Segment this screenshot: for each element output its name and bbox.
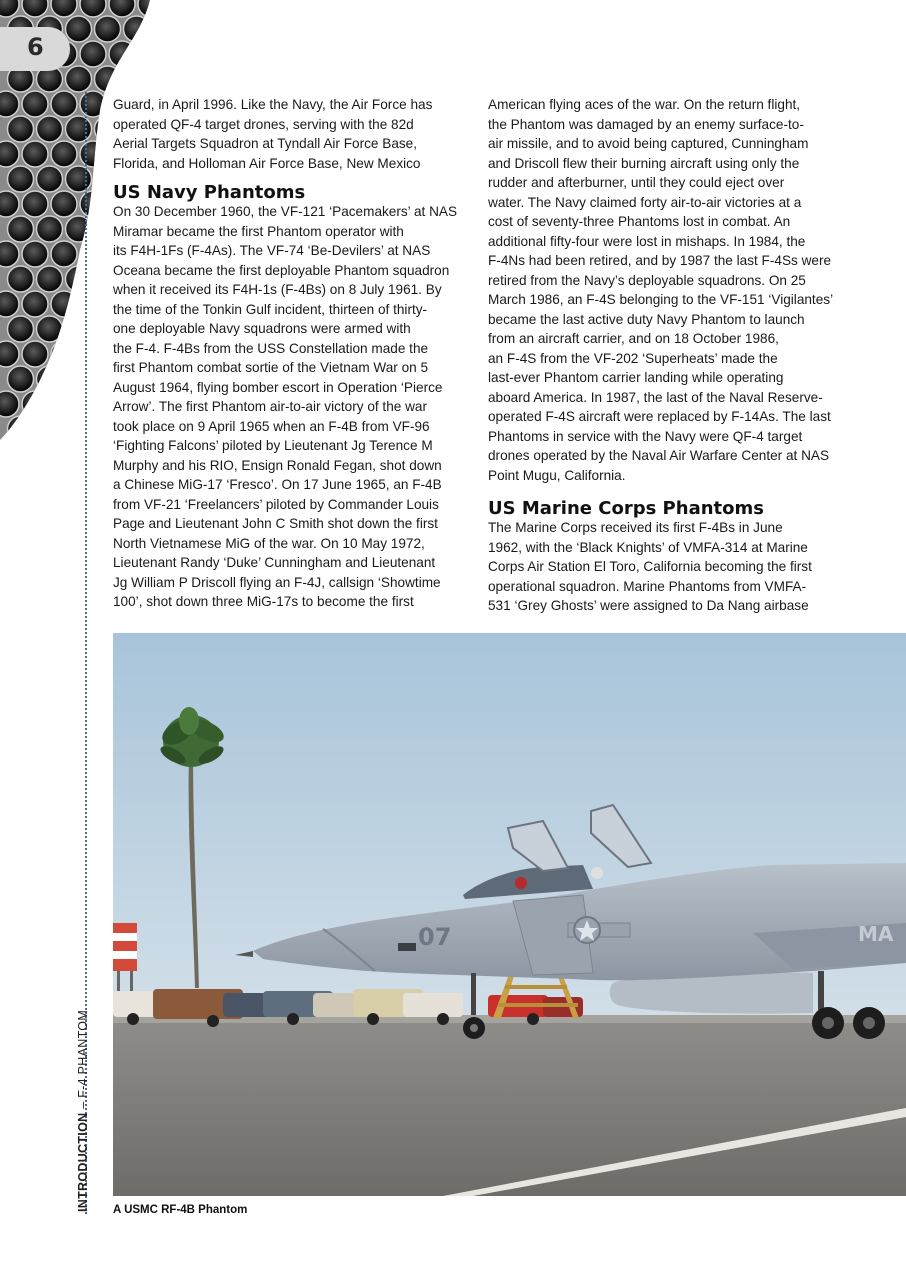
text-line: Page and Lieutenant John C Smith shot down the first [113,516,438,531]
text-line: Lieutenant Randy ‘Duke’ Cunningham and Lieutenant [113,555,436,570]
heading-navy-phantoms: US Navy Phantoms [113,182,306,203]
honeycomb-cell [51,241,77,267]
text-line: an F-4S from the VF-202 ‘Superheats’ made the [488,350,778,366]
honeycomb-cell [8,216,34,242]
text-line: Murphy and his RIO, Ensign Ronald Fegan, shot down [113,457,442,473]
text-line: March 1986, an F-4S belonging to the VF-151 ‘Vigilantes’ [488,292,834,307]
text-line: ‘Fighting Falcons’ piloted by Lieutenant Jg Terence M [113,438,433,453]
text-line: 100’, shot down three MiG-17s to become the first [113,594,414,609]
honeycomb-cell [66,116,92,142]
honeycomb-cell [80,291,106,317]
honeycomb-cell [66,66,92,92]
text-line: additional fifty-four were lost in mishaps. In 1984, the [488,233,806,249]
text-line: Phantoms in service with the Navy were QF-4 target [488,428,803,444]
honeycomb-cell [124,16,150,42]
honeycomb-cell [66,266,92,292]
honeycomb-cell [80,391,106,417]
honeycomb-cell [51,141,77,167]
navy-paragraph [113,202,463,612]
text-line: one deployable Navy squadrons were armed with [113,321,411,336]
text-line: The Marine Corps received its first F-4Bs in June [488,520,783,535]
text-line: Florida, and Holloman Air Force Base, New Mexico [113,155,421,171]
text-line: Guard, in April 1996. Like the Navy, the Air Force has [113,97,433,112]
honeycomb-cell [37,416,63,440]
honeycomb-cell [80,91,106,117]
honeycomb-cell [8,116,34,142]
text-line: On 30 December 1960, the VF-121 ‘Pacemakers’ at NAS [113,204,458,219]
text-line: rudder and afterburner, until they could eject over [488,175,785,190]
aircraft-modex: 07 [418,923,452,951]
honeycomb-cell [22,191,48,217]
honeycomb-cell [0,191,19,217]
text-line: first Phantom combat sortie of the Vietnam War on 5 [113,360,429,375]
honeycomb-cell [80,341,106,367]
marine-paragraph [488,518,840,616]
book-title: F-4 PHANTOM [76,1009,90,1098]
honeycomb-cell [80,41,106,67]
honeycomb-cell [51,91,77,117]
text-line: Oceana became the first deployable Phantom squadron [113,262,450,278]
text-line: Corps Air Station El Toro, California becoming the first [488,559,812,574]
text-line: operational squadron. Marine Phantoms from VMFA- [488,578,807,594]
honeycomb-cell [51,391,77,417]
honeycomb-cell [138,41,150,67]
text-line: and Driscoll flew their burning aircraft using only the [488,155,800,171]
text-line: the time of the Tonkin Gulf incident, thirteen of thirty- [113,301,428,317]
text-line: the Phantom was damaged by an enemy surface-to- [488,116,804,132]
intro-paragraph [113,95,463,173]
page-number: 6 [27,33,44,61]
honeycomb-cell [22,391,48,417]
text-line: Aerial Targets Squadron at Tyndall Air Force Base, [113,136,418,151]
text-line: from an aircraft carrier, and on 18 October 1986, [488,331,779,346]
honeycomb-cell [80,191,106,217]
honeycomb-cell [0,341,19,367]
text-line: retired from the Navy’s deployable squadrons. On 25 [488,272,806,288]
honeycomb-cell [8,316,34,342]
honeycomb-cell [66,316,92,342]
honeycomb-cell [22,241,48,267]
honeycomb-cell [37,116,63,142]
text-line: aboard America. In 1987, the last of the Naval Reserve- [488,389,823,405]
text-line: cost of seventy-three Phantoms lost in combat. An [488,214,791,229]
honeycomb-cell [0,291,19,317]
text-line: when it received its F4H-1s (F-4Bs) on 8 July 1961. By [113,282,442,297]
honeycomb-cell [37,316,63,342]
honeycomb-cell [66,416,92,440]
text-line: took place on 9 April 1965 when an F-4B from VF-96 [113,418,430,434]
photo-caption: A USMC RF-4B Phantom [113,1204,248,1216]
text-line: water. The Navy claimed forty air-to-air victories at a [488,194,802,210]
text-line: drones operated by the Naval Air Warfare Center at NAS [488,448,830,463]
honeycomb-cell [0,91,19,117]
honeycomb-cell [8,266,34,292]
honeycomb-cell [8,166,34,192]
footer-separator: – [76,1097,90,1109]
honeycomb-cell [22,141,48,167]
honeycomb-cell [80,141,106,167]
text-line: 531 ‘Grey Ghosts’ were assigned to Da Nang airbase [488,598,809,613]
honeycomb-cell [0,141,19,167]
text-line: became the last active duty Navy Phantom to launch [488,311,805,327]
honeycomb-cell [51,291,77,317]
honeycomb-cell [95,16,121,42]
text-line: a Chinese MiG-17 ‘Fresco’. On 17 June 1965, an F-4B [113,477,442,492]
text-line: last-ever Phantom carrier landing while operating [488,370,784,385]
text-line: F-4Ns had been retired, and by 1987 the last F-4Ss were [488,253,832,268]
honeycomb-cell [124,66,150,92]
honeycomb-cell [109,41,135,67]
text-line: air missile, and to avoid being captured, Cunningham [488,136,809,151]
text-line: North Vietnamese MiG of the war. On 10 May 1972, [113,535,425,551]
honeycomb-cell [22,291,48,317]
honeycomb-cell [37,216,63,242]
honeycomb-cell [37,366,63,392]
running-footer [76,1010,90,1212]
text-line: American flying aces of the war. On the return flight, [488,97,801,112]
text-line: Arrow’. The first Phantom air-to-air victory of the war [113,399,428,414]
text-line: Point Mugu, California. [488,467,626,483]
honeycomb-cell [37,266,63,292]
honeycomb-cell [0,391,19,417]
honeycomb-cell [66,166,92,192]
honeycomb-cell [37,166,63,192]
text-line: 1962, with the ‘Black Knights’ of VMFA-314 at Marine [488,539,808,555]
text-line: operated QF-4 target drones, serving with the 82d [113,116,414,132]
text-line: its F4H-1Fs (F-4As). The VF-74 ‘Be-Devilers’ at NAS [113,243,431,258]
honeycomb-cell [51,191,77,217]
honeycomb-cell [66,366,92,392]
honeycomb-cell [8,366,34,392]
honeycomb-cell [80,241,106,267]
honeycomb-cell [0,241,19,267]
honeycomb-cell [22,341,48,367]
text-line: August 1964, flying bomber escort in Operation ‘Pierce [113,379,443,395]
navy-paragraph-continued [488,95,840,485]
section-label: INTRODUCTION [76,1112,90,1212]
honeycomb-cell [66,216,92,242]
phantom-photo [113,633,906,1196]
text-line: operated F-4S aircraft were replaced by F-14As. The last [488,409,831,424]
tail-lettering: MA [858,922,894,946]
text-line: the F-4. F-4Bs from the USS Constellation made the [113,340,429,356]
honeycomb-cell [51,341,77,367]
honeycomb-cell [22,91,48,117]
honeycomb-cell [66,16,92,42]
text-line: Miramar became the first Phantom operator with [113,223,404,239]
heading-marine-phantoms: US Marine Corps Phantoms [488,498,764,519]
text-line: Jg William P Driscoll flying an F-4J, callsign ‘Showtime [113,574,441,590]
honeycomb-cell [95,66,121,92]
text-column-left [113,95,463,612]
honeycomb-cell [8,416,34,440]
text-line: from VF-21 ‘Freelancers’ piloted by Commander Louis [113,496,439,512]
text-column-right [488,95,840,616]
